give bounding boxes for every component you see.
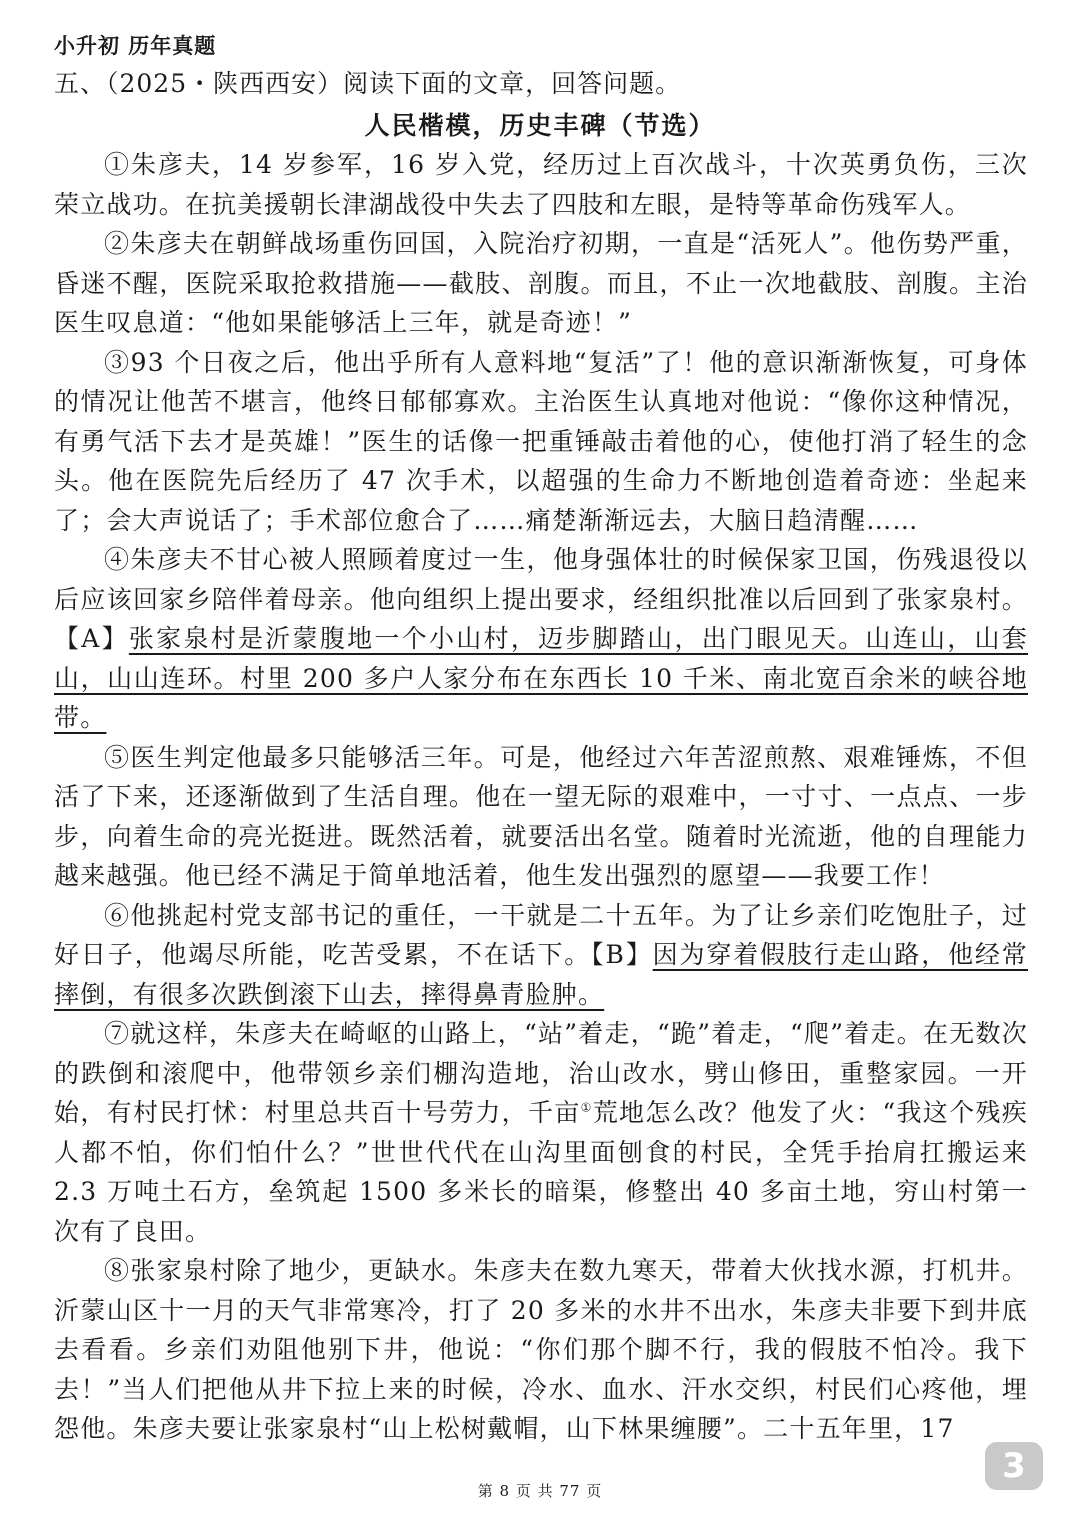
page-number-badge: 3 (985, 1442, 1043, 1490)
paragraph-7 (54, 1014, 1028, 1251)
paragraph-1: ①朱彦夫，14 岁参军，16 岁入党，经历过上百次战斗，十次英勇负伤，三次荣立战功。在抗美援朝长津湖战役中失去了四肢和左眼，是特等革命伤残军人。 (54, 150, 1028, 219)
paragraph-6-text: ⑥他挑起村党支部书记的重任，一干就是二十五年。为了让乡亲们吃饱肚子，过好日子，他竭尽所能，吃苦受累，不在话下。【B】 (54, 900, 1028, 969)
paragraph-7-rest: 荒地怎么改？他发了火：“我这个残疾人都不怕，你们怕什么？”世世代代在山沟里面刨食的村民，全凭手抬肩扛搬运来 2.3 万吨土石方，垒筑起 1500 多米长的暗渠，修整出 40 多亩土地，穷山村第一次有了良田。 (54, 1098, 1028, 1246)
question-heading: 五、（2025・陕西西安）阅读下面的文章，回答问题。 (54, 69, 682, 98)
article-title: 人民楷模，历史丰碑（节选） (364, 111, 716, 140)
paragraph-3: ③93 个日夜之后，他出乎所有人意料地“复活”了！他的意识渐渐恢复，可身体的情况让他苦不堪言，他终日郁郁寡欢。主治医生认真地对他说：“像你这种情况，有勇气活下去才是英雄！”医生的话像一把重锤敲击着他的心，使他打消了轻生的念头。他在医院先后经历了 47 次手术，以超强的生命力不断地创造着奇迹：坐起来了；会大声说话了；手术部位愈合了……痛楚渐渐远去，大脑日趋清醒…… (54, 347, 1028, 535)
article-body (54, 145, 1028, 1449)
header-label: 小升初 历年真题 (54, 34, 217, 58)
paragraph-4-text: ④朱彦夫不甘心被人照顾着度过一生，他身强体壮的时候保家卫国，伤残退役以后应该回家乡陪伴着母亲。他向组织上提出要求，经组织批准以后回到了张家泉村。【A】 (54, 545, 1028, 653)
paragraph-2: ②朱彦夫在朝鲜战场重伤回国，入院治疗初期，一直是“活死人”。他伤势严重，昏迷不醒，医院采取抢救措施——截肢、剖腹。而且，不止一次地截肢、剖腹。主治医生叹息道：“他如果能够活上三年，就是奇迹！” (54, 229, 1028, 337)
paragraph-7-text: ⑦就这样，朱彦夫在崎岖的山路上，“站”着走，“跪”着走，“爬”着走。在无数次的跌倒和滚爬中，他带领乡亲们棚沟造地，治山改水，劈山修田，重整家园。一开始，有村民打怵：村里总共百十号劳力，千亩 (54, 1019, 1028, 1127)
paragraph-5: ⑤医生判定他最多只能够活三年。可是，他经过六年苦涩煎熬、艰难锤炼，不但活了下来，还逐渐做到了生活自理。他在一望无际的艰难中，一寸寸、一点点、一步步，向着生命的亮光挺进。既然活着，就要活出名堂。随着时光流逝，他的自理能力越来越强。他已经不满足于简单地活着，他生发出强烈的愿望——我要工作！ (54, 742, 1028, 890)
paragraph-6 (54, 896, 1028, 1015)
underlined-passage-a: 张家泉村是沂蒙腹地一个小山村，迈步脚踏山，出门眼见天。山连山，山套山，山山连环。村里 200 多户人家分布在东西长 10 千米、南北宽百余米的峡谷地带。 (54, 624, 1028, 732)
footnote-marker: ① (580, 1100, 593, 1115)
underlined-passage-b: 因为穿着假肢行走山路，他经常摔倒，有很多次跌倒滚下山去，摔得鼻青脸肿。 (54, 940, 1028, 1009)
paragraph-8: ⑧张家泉村除了地少，更缺水。朱彦夫在数九寒天，带着大伙找水源，打机井。沂蒙山区十一月的天气非常寒冷，打了 20 多米的水井不出水，朱彦夫非要下到井底去看看。乡亲们劝阻他别下井，他说：“你们那个脚不行，我的假肢不怕冷。我下去！”当人们把他从井下拉上来的时候，冷水、血水、汗水交织，村民们心疼他，埋怨他。朱彦夫要让张家泉村“山上松树戴帽，山下林果缠腰”。二十五年里，17 (54, 1256, 1028, 1443)
paragraph-4 (54, 540, 1028, 738)
page-footer: 第 8 页 共 77 页 (477, 1482, 603, 1500)
